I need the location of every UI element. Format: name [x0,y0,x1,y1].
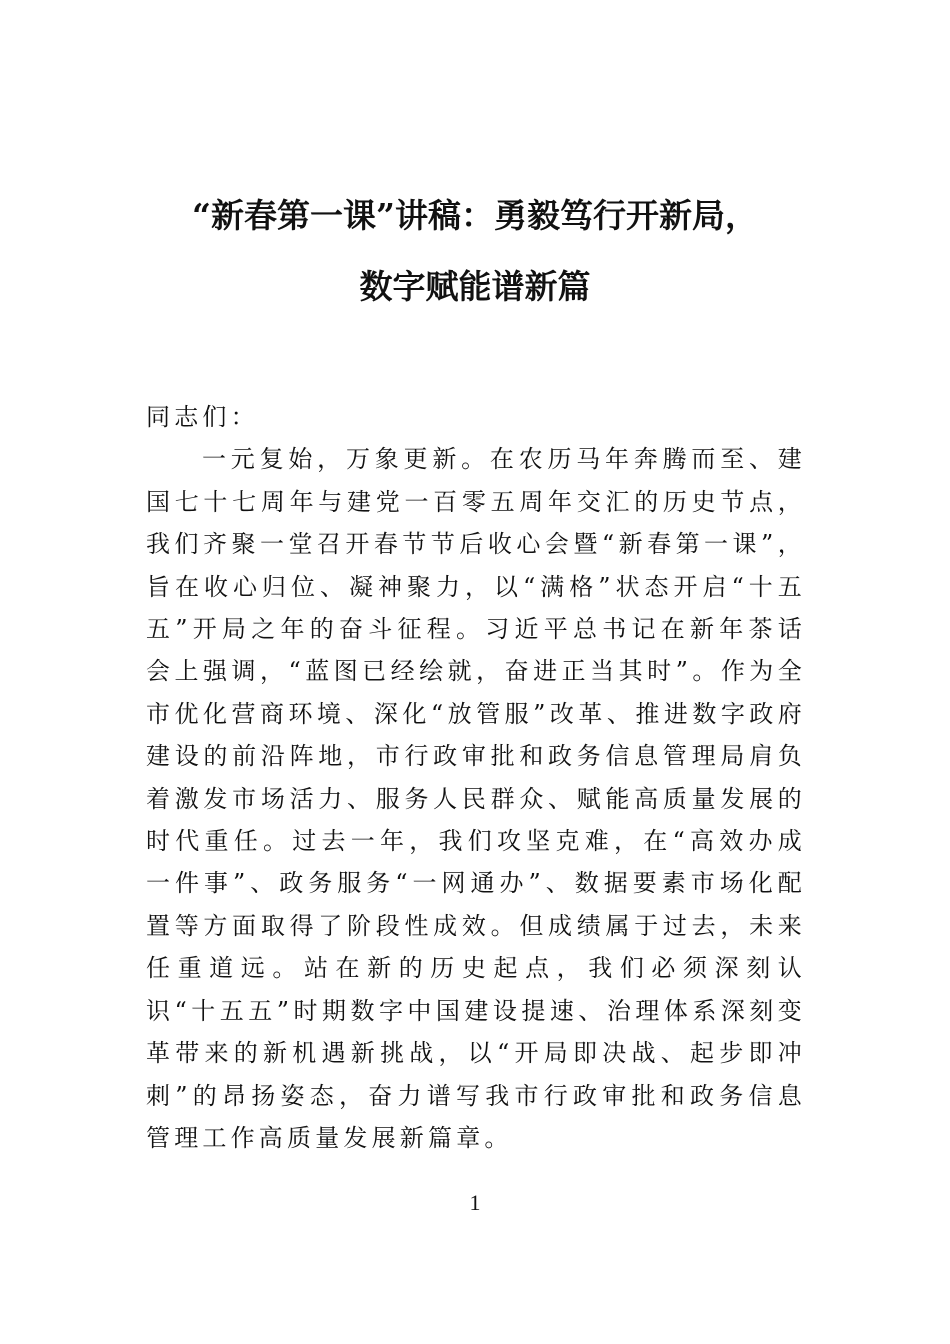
page-number: 1 [469,1190,481,1215]
document-body [146,396,806,1159]
body-paragraph: 一元复始，万象更新。在农历马年奔腾而至、建国七十七周年与建党一百零五周年交汇的历史节点，我们齐聚一堂召开春节节后收心会暨“新春第一课”，旨在收心归位、凝神聚力，以“满格”状态开启“十五五”开局之年的奋斗征程。习近平总书记在新年茶话会上强调，“蓝图已经绘就，奋进正当其时”。作为全市优化营商环境、深化“放管服”改革、推进数字政府建设的前沿阵地，市行政审批和政务信息管理局肩负着激发市场活力、服务人民群众、赋能高质量发展的时代重任。过去一年，我们攻坚克难，在“高效办成一件事”、政务服务“一网通办”、数据要素市场化配置等方面取得了阶段性成效。但成绩属于过去，未来任重道远。站在新的历史起点，我们必须深刻认识“十五五”时期数字中国建设提速、治理体系深刻变革带来的新机遇新挑战，以“开局即决战、起步即冲刺”的昂扬姿态，奋力谱写我市行政审批和政务信息管理工作高质量发展新篇章。 [146,445,806,1152]
document-title-line-1: “新春第一课”讲稿：勇毅笃行开新局， [192,196,758,235]
salutation: 同志们： [146,403,259,431]
document-title-line-2: 数字赋能谱新篇 [359,267,591,306]
